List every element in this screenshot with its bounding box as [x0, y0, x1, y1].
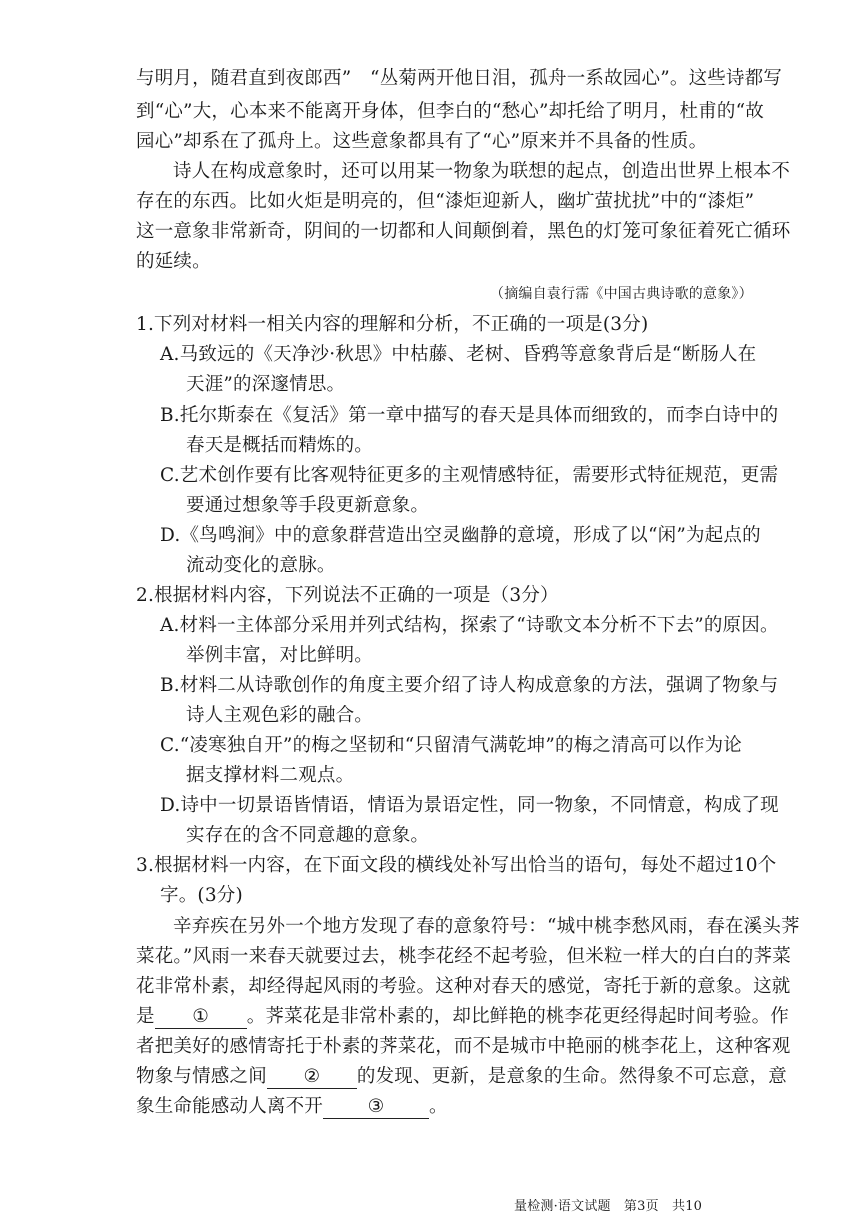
line-4-suffix: 。荠菜花是非常朴素的，却比鲜艳的桃李花更经得起时间考验。作 — [246, 1006, 790, 1027]
line-7-suffix: 。 — [429, 1096, 448, 1117]
question-2-option-b-cont: 诗人主观色彩的融合。 — [186, 705, 374, 726]
question-3-stem: 3.根据材料一内容，在下面文段的横线处补写出恰当的语句，每处不超过10个 — [136, 855, 777, 876]
passage-line-2: 到“心”大，心本来不能离开身体，但李白的“愁心”却托给了明月，杜甫的“故 — [136, 101, 764, 122]
line-6-prefix: 物象与情感之间 — [136, 1066, 267, 1087]
passage-line-4: 诗人在构成意象时，还可以用某一物象为联想的起点，创造出世界上根本不 — [173, 161, 791, 182]
question-1-option-d: D.《鸟鸣涧》中的意象群营造出空灵幽静的意境，形成了以“闲”为起点的 — [160, 525, 761, 546]
question-1-option-a: A.马致远的《天净沙·秋思》中枯藤、老树、昏鸦等意象背后是“断肠人在 — [160, 344, 757, 365]
question-1-option-d-cont: 流动变化的意脉。 — [186, 555, 336, 576]
passage-line-5: 存在的东西。比如火炬是明亮的，但“漆炬迎新人，幽圹萤扰扰”中的“漆炬” — [136, 191, 755, 212]
line-4-prefix: 是 — [136, 1006, 155, 1027]
question-2-option-c: C.“凌寒独自开”的梅之坚韧和“只留清气满乾坤”的梅之清高可以作为论 — [160, 735, 743, 756]
question-3-passage-line-6 — [136, 1062, 787, 1092]
question-3-stem-cont: 字。(3分) — [160, 885, 243, 906]
question-1-option-b: B.托尔斯泰在《复活》第一章中描写的春天是具体而细致的，而李白诗中的 — [160, 405, 779, 426]
question-3-passage-line-1: 辛弃疾在另外一个地方发现了春的意象符号：“城中桃李愁风雨，春在溪头荠 — [173, 916, 800, 937]
line-6-suffix: 的发现、更新，是意象的生命。然得象不可忘意，意 — [356, 1066, 788, 1087]
blank-2[interactable]: ② — [267, 1066, 357, 1089]
question-2-option-a-cont: 举例丰富，对比鲜明。 — [186, 645, 374, 666]
question-2-option-d-cont: 实存在的含不同意趣的意象。 — [186, 825, 430, 846]
blank-1[interactable]: ① — [155, 1006, 247, 1029]
question-3-passage-line-5: 者把美好的感情寄托于朴素的荠菜花，而不是城市中艳丽的桃李花上，这种客观 — [136, 1036, 791, 1057]
question-1-option-c-cont: 要通过想象等手段更新意象。 — [186, 495, 430, 516]
question-2-option-a: A.材料一主体部分采用并列式结构，探索了“诗歌文本分析不下去”的原因。 — [160, 615, 779, 636]
question-3-passage-line-3: 花非常朴素，却经得起风雨的考验。这种对春天的感觉，寄托于新的意象。这就 — [136, 976, 791, 997]
question-2-stem: 2.根据材料内容，下列说法不正确的一项是（3分） — [136, 585, 559, 606]
line-7-prefix: 象生命能感动人离不开 — [136, 1096, 324, 1117]
question-1-option-c: C.艺术创作要有比客观特征更多的主观情感特征，需要形式特征规范，更需 — [160, 465, 779, 486]
citation: （摘编自袁行霈《中国古典诗歌的意象》） — [490, 286, 753, 302]
passage-line-3: 园心”却系在了孤舟上。这些意象都具有了“心”原来并不具备的性质。 — [136, 131, 708, 152]
question-3-passage-line-7 — [136, 1092, 448, 1122]
question-2-option-b: B.材料二从诗歌创作的角度主要介绍了诗人构成意象的方法，强调了物象与 — [160, 675, 779, 696]
question-1-option-b-cont: 春天是概括而精炼的。 — [186, 435, 374, 456]
question-2-option-d: D.诗中一切景语皆情语，情语为景语定性，同一物象，不同情意，构成了现 — [160, 795, 779, 816]
question-1-option-a-cont: 天涯”的深邃情思。 — [186, 374, 346, 395]
passage-line-6: 这一意象非常新奇，阴间的一切都和人间颠倒着，黑色的灯笼可象征着死亡循环 — [136, 221, 791, 242]
question-2-option-c-cont: 据支撑材料二观点。 — [186, 765, 355, 786]
passage-line-1: 与明月，随君直到夜郎西” “丛菊两开他日泪，孤舟一系故园心”。这些诗都写 — [136, 68, 783, 89]
page-footer: 量检测·语文试题 第3页 共10 — [514, 1199, 703, 1214]
blank-3[interactable]: ③ — [323, 1096, 429, 1119]
question-3-passage-line-2: 菜花。”风雨一来春天就要过去，桃李花经不起考验，但米粒一样大的白白的荠菜 — [136, 946, 791, 967]
question-3-passage-line-4 — [136, 1002, 789, 1032]
question-1-stem: 1.下列对材料一相关内容的理解和分析，不正确的一项是(3分) — [136, 314, 649, 335]
passage-line-7: 的延续。 — [136, 251, 211, 272]
